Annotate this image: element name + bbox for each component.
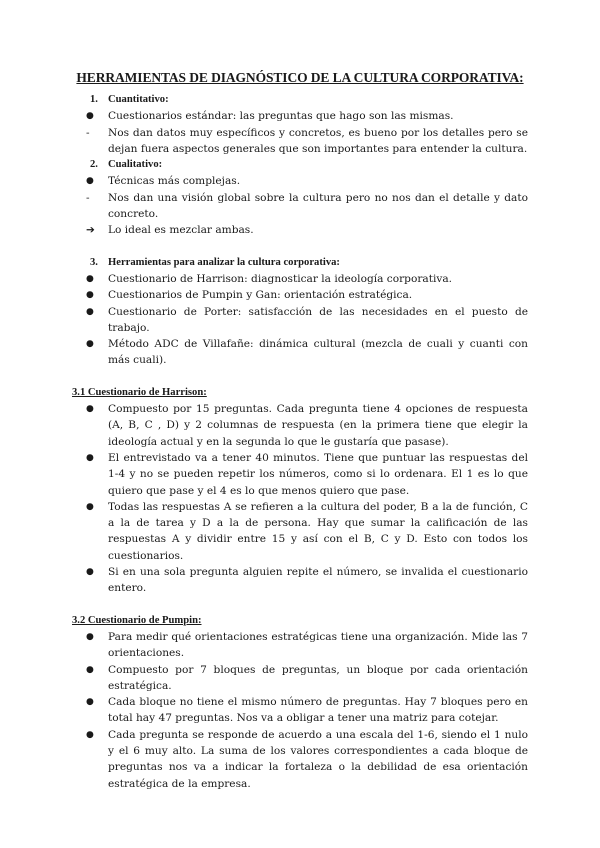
section-heading-pumpin: 3.2 Cuestionario de Pumpin: bbox=[72, 614, 202, 626]
dash-icon: - bbox=[86, 191, 90, 204]
bullet-icon: ● bbox=[86, 111, 94, 122]
list-item-text: Cuestionarios de Pumpin y Gan: orientación estratégica. bbox=[108, 289, 413, 302]
list-item-text: Cuestionario de Porter: satisfacción de las necesidades en el puesto de trabajo. bbox=[108, 305, 528, 334]
list-item bbox=[0, 450, 600, 499]
bullet-icon: ● bbox=[86, 501, 94, 512]
list-number: 1. bbox=[90, 94, 98, 105]
bullet-icon: ● bbox=[86, 176, 94, 187]
list-item-text: Técnicas más complejas. bbox=[108, 175, 241, 188]
list-item-text: El entrevistado va a tener 40 minutos. Tiene que puntuar las respuestas del 1-4 y no se pueden repetir los números, como si lo ordenara. El 1 es lo que quiero que pase y el 4 es lo que menos quiero que pase. bbox=[108, 451, 528, 497]
list-item-text: Cada bloque no tiene el mismo número de preguntas. Hay 7 bloques pero en total hay 47 preguntas. Nos va a obligar a tener una matriz para cotejar. bbox=[108, 696, 528, 725]
list-item bbox=[0, 222, 600, 238]
list-item bbox=[0, 108, 600, 124]
list-item bbox=[0, 401, 600, 450]
heading-cuantitativo bbox=[0, 92, 600, 108]
list-item-text: Compuesto por 15 preguntas. Cada pregunta tiene 4 opciones de respuesta (A, B, C , D) y 2 columnas de respuesta (en la primera tiene que elegir la ideología actual y en la segunda lo que le gustaría que pasase). bbox=[108, 403, 528, 448]
heading-herramientas bbox=[0, 255, 600, 271]
list-item bbox=[0, 662, 600, 695]
bullet-icon: ● bbox=[86, 306, 94, 317]
heading-text: Cuantitativo: bbox=[108, 94, 169, 105]
list-item bbox=[0, 336, 600, 369]
dash-icon: - bbox=[86, 126, 90, 139]
bullet-icon: ● bbox=[86, 452, 94, 463]
list-item-text: Cuestionarios estándar: las preguntas que hago son las mismas. bbox=[108, 110, 454, 123]
bullet-icon: ● bbox=[86, 273, 94, 284]
list-item bbox=[0, 271, 600, 287]
bullet-icon: ● bbox=[86, 664, 94, 675]
list-item bbox=[0, 287, 600, 303]
list-item-text: Lo ideal es mezclar ambas. bbox=[108, 224, 254, 237]
document-title: HERRAMIENTAS DE DIAGNÓSTICO DE LA CULTURA CORPORATIVA: bbox=[76, 70, 524, 85]
list-item-text: Cada pregunta se responde de acuerdo a una escala del 1-6, siendo el 1 nulo y el 6 muy alto. La suma de los valores correspondientes a cada bloque de preguntas nos va a indicar la fortaleza o la debilidad de esa orientación estratégica de la empresa. bbox=[108, 728, 528, 790]
list-item-text: Para medir qué orientaciones estratégicas tiene una organización. Mide las 7 orientaciones. bbox=[108, 630, 528, 660]
list-item bbox=[0, 499, 600, 564]
list-item bbox=[0, 190, 600, 223]
list-item bbox=[0, 304, 600, 337]
bullet-icon: ● bbox=[86, 404, 94, 415]
list-item-text: Compuesto por 7 bloques de preguntas, un bloque por cada orientación estratégica. bbox=[108, 663, 528, 692]
section-body bbox=[0, 92, 600, 792]
bullet-icon: ● bbox=[86, 631, 94, 642]
bullet-icon: ● bbox=[86, 339, 94, 350]
bullet-icon: ● bbox=[86, 567, 94, 578]
heading-text: Herramientas para analizar la cultura corporativa: bbox=[108, 256, 340, 268]
bullet-icon: ● bbox=[86, 290, 94, 301]
list-item bbox=[0, 173, 600, 189]
list-item bbox=[0, 629, 600, 662]
list-item-text: Método ADC de Villafañe: dinámica cultural (mezcla de cuali y cuanti con más cuali). bbox=[108, 338, 528, 367]
bullet-icon: ● bbox=[86, 697, 94, 708]
arrow-icon: ➔ bbox=[86, 224, 95, 237]
list-item bbox=[0, 564, 600, 597]
heading-cualitativo bbox=[0, 157, 600, 173]
list-number: 2. bbox=[90, 159, 98, 171]
heading-text: Cualitativo: bbox=[108, 159, 163, 171]
section-heading-harrison: 3.1 Cuestionario de Harrison: bbox=[72, 386, 207, 398]
list-item-text: Nos dan datos muy específicos y concretos, es bueno por los detalles pero se dejan fuera aspectos generales que son importantes para entender la cultura. bbox=[108, 126, 528, 155]
list-item-text: Nos dan una visión global sobre la cultura pero no nos dan el detalle y dato concreto. bbox=[108, 191, 528, 221]
list-item-text: Si en una sola pregunta alguien repite el número, se invalida el cuestionario entero. bbox=[108, 566, 528, 595]
list-number: 3. bbox=[90, 256, 98, 268]
list-item bbox=[0, 727, 600, 792]
list-item-text: Todas las respuestas A se refieren a la cultura del poder, B a la de función, C a la de tarea y D a la de persona. Hay que sumar la calificación de las respuestas A y dividir entre 15 y así con el B, C y D. Esto con todos los cuestionarios. bbox=[108, 500, 528, 562]
list-item-text: Cuestionario de Harrison: diagnosticar la ideología corporativa. bbox=[108, 272, 453, 285]
list-item bbox=[0, 694, 600, 727]
list-item bbox=[0, 125, 600, 158]
bullet-icon: ● bbox=[86, 729, 94, 740]
